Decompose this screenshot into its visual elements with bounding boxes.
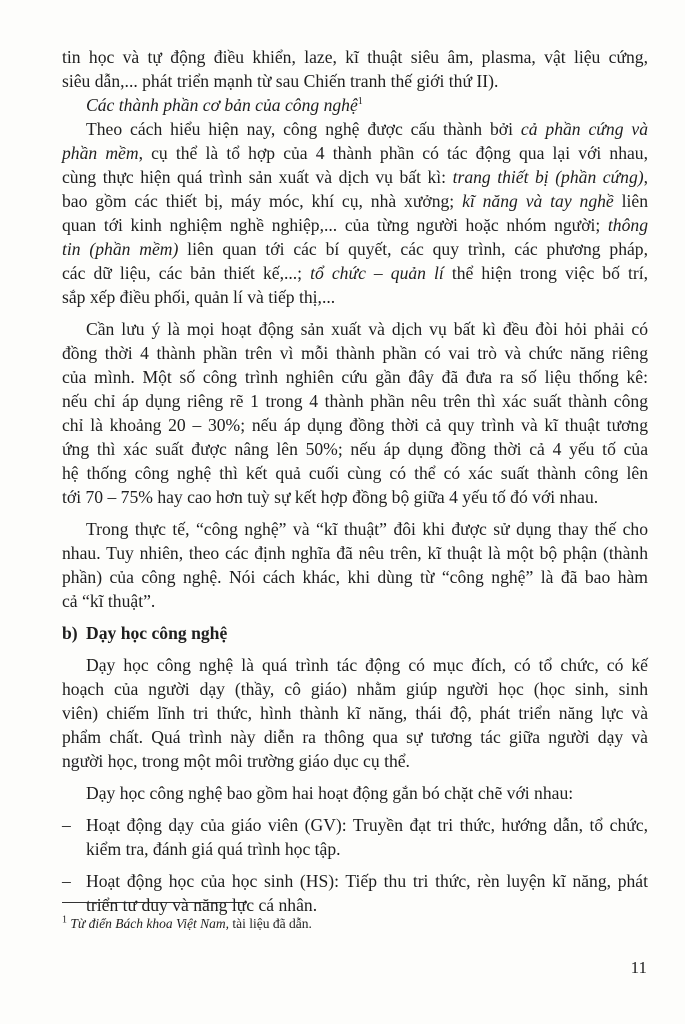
text-line <box>62 565 648 589</box>
text: , cụ thể là tổ hợp của 4 thành phần có tác động qua lại với nhau, <box>138 143 648 163</box>
italic-text: tin (phần mềm) <box>62 239 179 259</box>
text-line <box>62 461 648 485</box>
text: Cần lưu ý là mọi hoạt động sản xuất và dịch vụ bất kì đều đòi hỏi phải có <box>86 319 648 339</box>
text-line <box>62 621 648 645</box>
text-line <box>62 869 648 893</box>
section-heading <box>62 621 648 645</box>
page-number: 11 <box>630 958 647 977</box>
text-line <box>62 813 648 837</box>
text-line <box>62 261 648 285</box>
text-line <box>62 437 648 461</box>
italic-text: thông <box>607 215 648 235</box>
text-line <box>62 93 648 117</box>
paragraph <box>62 653 648 773</box>
text-line <box>62 893 648 917</box>
text: Hoạt động dạy của giáo viên (GV): Truyền đạt tri thức, hướng dẫn, tổ chức, <box>86 815 648 835</box>
italic-text: kĩ năng và tay nghề <box>462 191 614 211</box>
text: triển tư duy và năng lực cá nhân. <box>86 895 318 915</box>
text-line <box>62 749 648 773</box>
text-line <box>62 69 648 93</box>
text-line <box>62 365 648 389</box>
text-line <box>62 677 648 701</box>
italic-text: cả phần cứng và <box>520 119 648 139</box>
text: thể hiện trong việc bố trí, <box>443 263 648 283</box>
list-bullet: – <box>62 871 71 891</box>
text: nhau. Tuy nhiên, theo các định nghĩa đã nêu trên, kĩ thuật là một bộ phận (thành <box>62 543 648 563</box>
text-line <box>62 517 648 541</box>
bold-text: Dạy học công nghệ <box>86 623 228 643</box>
list-bullet: – <box>62 815 71 835</box>
text-line <box>62 837 648 861</box>
text: chỉ là khoảng 20 – 30%; nếu áp dụng đồng thời cả quy trình và kĩ thuật tương <box>62 415 648 435</box>
italic-text: trang thiết bị (phần cứng) <box>452 167 644 187</box>
text-line <box>62 341 648 365</box>
footnote-mark: 1 <box>62 914 67 926</box>
text: tới 70 – 75% hay cao hơn tuỳ sự kết hợp đồng bộ giữa 4 yếu tố đó với nhau. <box>62 487 599 507</box>
page-body <box>62 45 648 917</box>
footnote-divider <box>62 902 247 903</box>
text: Trong thực tế, “công nghệ” và “kĩ thuật” đôi khi được sử dụng thay thế cho <box>86 519 648 539</box>
text-line <box>62 141 648 165</box>
text: Hoạt động học của học sinh (HS): Tiếp thu tri thức, rèn luyện kĩ năng, phát <box>86 871 648 891</box>
text-line <box>62 653 648 677</box>
paragraph <box>62 317 648 509</box>
text: liên <box>613 191 649 211</box>
italic-text: Các thành phần cơ bản của công nghệ <box>86 95 358 115</box>
text: các dữ liệu, các bản thiết kế,...; <box>62 263 311 283</box>
text: quan tới kinh nghiệm nghề nghiệp,... của từng người hoặc nhóm người; <box>62 215 608 235</box>
text-line <box>62 413 648 437</box>
text: Dạy học công nghệ bao gồm hai hoạt động gắn bó chặt chẽ với nhau: <box>86 783 574 803</box>
text: tin học và tự động điều khiển, laze, kĩ thuật siêu âm, plasma, vật liệu cứng, <box>62 47 648 67</box>
text: viên) chiếm lĩnh tri thức, hình thành kĩ năng, thái độ, phát triển năng lực và <box>62 703 648 723</box>
paragraph <box>62 869 648 917</box>
text: Dạy học công nghệ là quá trình tác động có mục đích, có tổ chức, có kế <box>86 655 648 675</box>
paragraph <box>62 45 648 93</box>
text: siêu dẫn,... phát triển mạnh từ sau Chiến tranh thế giới thứ II). <box>62 71 499 91</box>
text: người học, trong một môi trường giáo dục cụ thể. <box>62 751 410 771</box>
text-line <box>62 237 648 261</box>
text: nếu chỉ áp dụng riêng rẽ 1 trong 4 thành phần nêu trên thì xác suất thành công <box>62 391 648 411</box>
text-line <box>62 165 648 189</box>
text-line <box>62 317 648 341</box>
text: cùng thực hiện quá trình sản xuất và dịch vụ bất kì: <box>62 167 453 187</box>
text: ứng thì xác suất được nâng lên 50%; nếu áp dụng đồng thời cả 4 yếu tố của <box>62 439 648 459</box>
text-line <box>62 389 648 413</box>
text-line <box>62 589 648 613</box>
section-label: b) <box>62 623 78 643</box>
text: kiểm tra, đánh giá quá trình học tập. <box>86 839 341 859</box>
text-line <box>62 189 648 213</box>
text-line <box>62 117 648 141</box>
text: đồng thời 4 thành phần trên vì mỗi thành phần có vai trò và chức năng riêng <box>62 343 648 363</box>
paragraph <box>62 117 648 309</box>
paragraph <box>62 93 648 117</box>
italic-text: tổ chức – quản lí <box>310 263 444 283</box>
footnote-ref: 1 <box>357 96 363 108</box>
text: phần) của công nghệ. Nói cách khác, khi dùng từ “công nghệ” là đã bao hàm <box>62 567 648 587</box>
text: cả “kĩ thuật”. <box>62 591 156 611</box>
text: hoạch của người dạy (thầy, cô giáo) nhằm giúp người học (học sinh, sinh <box>62 679 648 699</box>
text-line <box>62 285 648 309</box>
footnote <box>62 915 312 933</box>
text-line <box>62 213 648 237</box>
text: Theo cách hiểu hiện nay, công nghệ được cấu thành bởi <box>86 119 521 139</box>
text: hệ thống công nghệ thì kết quả cuối cùng có thể có xác suất thành công lên <box>62 463 648 483</box>
italic-text: phần mềm <box>62 143 139 163</box>
text: của mình. Một số công trình nghiên cứu gần đây đã đưa ra số liệu thống kê: <box>62 367 648 387</box>
text-line <box>62 701 648 725</box>
paragraph <box>62 517 648 613</box>
text-line <box>62 725 648 749</box>
text-line <box>62 485 648 509</box>
text: liên quan tới các bí quyết, các quy trình, các phương pháp, <box>178 239 648 259</box>
text: phẩm chất. Quá trình này diễn ra thông qua sự tương tác giữa người dạy và <box>62 727 648 747</box>
footnote-text: tài liệu đã dẫn. <box>228 916 312 931</box>
text: sắp xếp điều phối, quản lí và tiếp thị,... <box>62 287 336 307</box>
paragraph <box>62 813 648 861</box>
text-line <box>62 781 648 805</box>
text: bao gồm các thiết bị, máy móc, khí cụ, nhà xưởng; <box>62 191 463 211</box>
text: , <box>643 167 649 187</box>
text-line <box>62 541 648 565</box>
paragraph <box>62 781 648 805</box>
footnote-source-title: Từ điển Bách khoa Việt Nam, <box>70 916 229 931</box>
text-line <box>62 45 648 69</box>
